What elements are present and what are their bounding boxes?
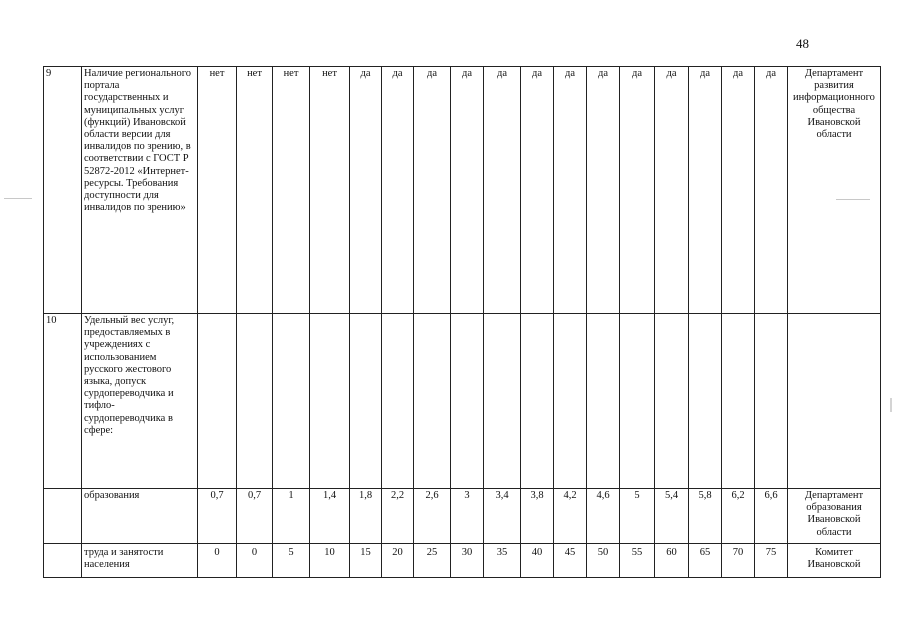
- indicator-value: [755, 314, 788, 489]
- indicator-value: 70: [722, 544, 755, 578]
- row-number: 10: [44, 314, 82, 489]
- table-row: [44, 489, 881, 544]
- responsible-department: Департамент развития информационного общества Ивановской области: [788, 67, 881, 314]
- indicator-value: [554, 314, 587, 489]
- scan-artifact: [890, 398, 892, 412]
- indicator-value: 0,7: [237, 489, 273, 544]
- indicator-value: 2,6: [414, 489, 451, 544]
- indicator-value: 0,7: [198, 489, 237, 544]
- indicator-value: 4,2: [554, 489, 587, 544]
- indicator-value: 50: [587, 544, 620, 578]
- indicator-value: [620, 314, 655, 489]
- indicator-value: 65: [689, 544, 722, 578]
- indicator-value: 6,6: [755, 489, 788, 544]
- indicator-value: 3,8: [521, 489, 554, 544]
- page-number: 48: [796, 36, 809, 51]
- indicator-value: 45: [554, 544, 587, 578]
- indicator-value: 2,2: [382, 489, 414, 544]
- indicator-value: 5,4: [655, 489, 689, 544]
- indicator-value: 35: [484, 544, 521, 578]
- table-row: [44, 67, 881, 314]
- indicator-value: 75: [755, 544, 788, 578]
- indicator-value: 1,4: [310, 489, 350, 544]
- scan-artifact: [836, 199, 870, 200]
- indicator-value: нет: [310, 67, 350, 314]
- indicator-value: 10: [310, 544, 350, 578]
- indicator-value: [237, 314, 273, 489]
- indicator-value: 15: [350, 544, 382, 578]
- indicator-value: [310, 314, 350, 489]
- indicators-table: [43, 66, 881, 578]
- indicator-value: да: [655, 67, 689, 314]
- indicator-value: [198, 314, 237, 489]
- responsible-department: Департамент образования Ивановской области: [788, 489, 881, 544]
- indicator-value: 0: [237, 544, 273, 578]
- indicator-value: 1,8: [350, 489, 382, 544]
- indicator-value: 30: [451, 544, 484, 578]
- responsible-department: [788, 314, 881, 489]
- indicator-value: [521, 314, 554, 489]
- indicator-value: 20: [382, 544, 414, 578]
- indicator-value: [451, 314, 484, 489]
- indicator-value: 60: [655, 544, 689, 578]
- indicator-value: да: [587, 67, 620, 314]
- indicator-value: да: [414, 67, 451, 314]
- indicator-value: да: [554, 67, 587, 314]
- indicator-value: да: [689, 67, 722, 314]
- indicator-value: да: [382, 67, 414, 314]
- indicator-value: 0: [198, 544, 237, 578]
- indicator-value: [273, 314, 310, 489]
- indicator-description: труда и занятости населения: [82, 544, 198, 578]
- indicator-value: 25: [414, 544, 451, 578]
- indicator-value: 40: [521, 544, 554, 578]
- row-number: [44, 544, 82, 578]
- indicator-value: [587, 314, 620, 489]
- indicator-value: 5: [273, 544, 310, 578]
- table-row: [44, 544, 881, 578]
- indicator-value: 55: [620, 544, 655, 578]
- indicator-value: 6,2: [722, 489, 755, 544]
- indicator-value: 1: [273, 489, 310, 544]
- indicator-value: нет: [273, 67, 310, 314]
- indicator-value: 5: [620, 489, 655, 544]
- indicator-value: да: [755, 67, 788, 314]
- indicator-value: да: [350, 67, 382, 314]
- scan-artifact: [4, 198, 32, 199]
- row-number: 9: [44, 67, 82, 314]
- table-row: [44, 314, 881, 489]
- indicator-description: Наличие регионального портала государственных и муниципальных услуг (функций) Ивановской области версии для инвалидов по зрению, в соответствии с ГОСТ Р 52872-2012 «Интернет-ресурсы. Требования доступности для инвалидов по зрению»: [82, 67, 198, 314]
- responsible-department: Комитет Ивановской: [788, 544, 881, 578]
- indicator-value: [655, 314, 689, 489]
- indicator-value: 4,6: [587, 489, 620, 544]
- indicator-value: 3: [451, 489, 484, 544]
- indicator-value: да: [521, 67, 554, 314]
- indicator-value: да: [620, 67, 655, 314]
- indicator-value: [722, 314, 755, 489]
- indicator-value: [414, 314, 451, 489]
- indicator-value: 5,8: [689, 489, 722, 544]
- indicator-value: [484, 314, 521, 489]
- indicator-value: 3,4: [484, 489, 521, 544]
- indicator-description: Удельный вес услуг, предоставляемых в учреждениях с использованием русского жестового языка, допуск сурдопереводчика и тифло-сурдопереводчика в сфере:: [82, 314, 198, 489]
- indicator-value: [689, 314, 722, 489]
- indicator-value: да: [722, 67, 755, 314]
- indicator-value: [350, 314, 382, 489]
- row-number: [44, 489, 82, 544]
- indicator-value: да: [484, 67, 521, 314]
- indicator-value: [382, 314, 414, 489]
- indicator-value: нет: [198, 67, 237, 314]
- indicator-description: образования: [82, 489, 198, 544]
- indicator-value: да: [451, 67, 484, 314]
- indicator-value: нет: [237, 67, 273, 314]
